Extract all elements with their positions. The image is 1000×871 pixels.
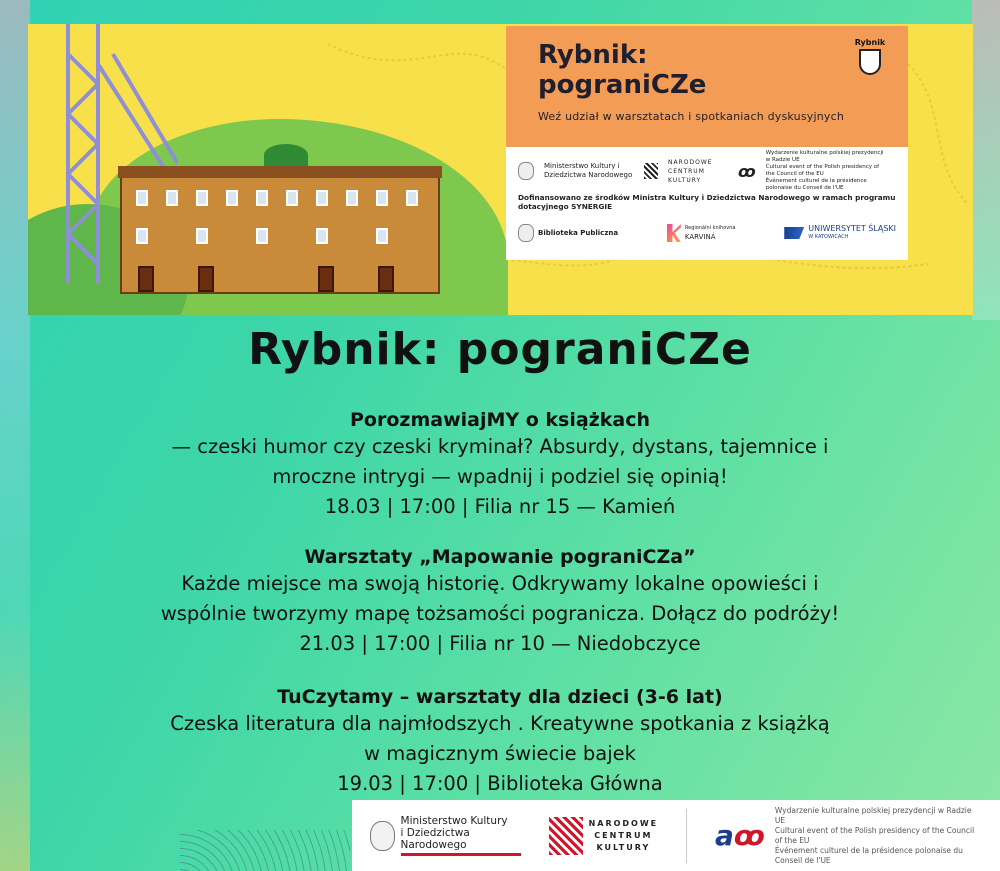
karvina-k-icon [667,224,681,242]
crest-shield-icon [859,49,881,75]
university-mark-icon [784,227,804,239]
university-logo [784,224,896,242]
partners-row-2 [518,217,896,249]
event-line: mroczne intrygi — wpadnij i podziel się opinią! [272,465,728,488]
mkidn-line2: i Dziedzictwa Narodowego [400,827,470,851]
eagle-icon [370,821,395,851]
crest-label: Rybnik [854,38,886,47]
eu-text-line1: Wydarzenie kulturalne polskiej prezydencji w Radzie UE [765,150,884,163]
event-line: Każde miejsce ma swoją historię. Odkrywamy lokalne opowieści i [181,572,819,595]
window [376,190,388,206]
window [286,190,298,206]
footer-nck-logo [549,817,659,855]
library-crest-icon [518,224,534,242]
partners-box [506,147,908,260]
university-name: UNIWERSYTET ŚLĄSKI [808,224,896,233]
event-datetime: 18.03 | 17:00 | Filia nr 15 — Kamień [324,495,676,518]
university-logo-text [808,224,896,242]
funding-note: Dofinansowano ze środków Ministra Kultury i Dziedzictwa Narodowego w ramach programu dotacyjnego SYNERGIE [518,193,896,211]
event-line: wspólnie tworzymy mapę tożsamości pogranicza. Dołącz do podróży! [160,602,840,625]
karvina-small-text: Regionální knihovna [684,225,736,231]
mkidn-logo-text: Ministerstwo Kultury i Dziedzictwa Narodowego [544,162,633,179]
eu-line2: Cultural event of the Polish presidency of the Council of the EU [774,825,975,845]
banner-title-box [506,26,908,147]
banner-title-line1: Rybnik: [538,40,648,70]
banner-title-line2: pograniCZe [538,70,707,100]
window [196,228,208,244]
footer-mkidn-text [401,815,521,856]
footer-mkidn-logo [370,815,521,856]
nck-line2: CENTRUM [594,830,653,840]
door [378,266,394,292]
university-sub: W KATOWICACH [808,234,849,240]
green-bush [264,144,308,166]
window [406,190,418,206]
window [376,228,388,244]
event-1 [0,408,1000,522]
door [198,266,214,292]
event-heading: PorozmawiajMY o książkach [349,409,650,431]
event-line: Czeska literatura dla najmłodszych . Kreatywne spotkania z książką [170,712,830,735]
window [196,190,208,206]
nck-line1: NARODOWE [588,818,659,828]
library-logo [518,224,618,242]
event-line: — czeski humor czy czeski kryminał? Absurdy, dystans, tajemnice i [171,435,829,458]
event-line: w magicznym świecie bajek [364,742,636,765]
eu-text-line2: Cultural event of the Polish presidency of the Council of the EU [765,164,880,177]
rybnik-crest [852,38,888,86]
eu-line1: Wydarzenie kulturalne polskiej prezydencji w Radzie UE [774,805,972,825]
window [136,190,148,206]
window [136,228,148,244]
decorative-gradient-right [972,0,1000,320]
footer-partners [352,800,1000,871]
window [316,190,328,206]
door [138,266,154,292]
footer-eu-presidency-logo [715,806,982,866]
karvina-logo [667,224,736,242]
nck-mark-icon [549,817,583,855]
footer-divider [686,809,687,863]
partners-row-1 [518,150,896,191]
event-heading: TuCzytamy – warsztaty dla dzieci (3-6 lat) [277,686,723,708]
tenement-building-illustration [120,174,440,294]
decorative-swirl [180,830,350,871]
event-datetime: 19.03 | 17:00 | Biblioteka Główna [337,772,663,795]
karvina-logo-text [685,224,736,242]
eu-presidency-logo-icon: ꝏ [738,161,756,181]
nck-logo-icon [644,163,658,179]
window [256,228,268,244]
library-logo-text: Biblioteka Publiczna [538,228,619,237]
footer-eu-text [775,806,982,866]
nck-line3: KULTURY [596,842,651,852]
window [256,190,268,206]
window [346,190,358,206]
eu-presidency-text [766,150,886,192]
event-3 [0,685,1000,799]
footer-nck-text [589,818,659,854]
door [318,266,334,292]
window [166,190,178,206]
eagle-icon [518,162,534,180]
mkidn-line1: Ministerstwo Kultury [400,815,508,827]
building-roof [118,166,442,178]
karvina-text: KARVINÁ [684,233,716,241]
eu-presidency-icon: aꝏ [715,819,765,852]
banner-subtitle: Weź udział w warsztatach i spotkaniach dyskusyjnych [538,110,845,123]
window [316,228,328,244]
nck-logo-text: NARODOWE CENTRUM KULTURY [668,158,713,184]
header-banner [28,24,973,315]
window [226,190,238,206]
eu-text-line3: Événement culturel de la présidence polonaise du Conseil de l'UE [765,178,867,191]
event-heading: Warsztaty „Mapowanie pograniCZa” [304,546,696,568]
event-2 [0,545,1000,659]
page-title: Rybnik: pograniCZe [248,324,752,375]
eu-line3: Événement culturel de la présidence polonaise du Conseil de l'UE [774,845,963,865]
event-datetime: 21.03 | 17:00 | Filia nr 10 — Niedobczyce [299,632,701,655]
